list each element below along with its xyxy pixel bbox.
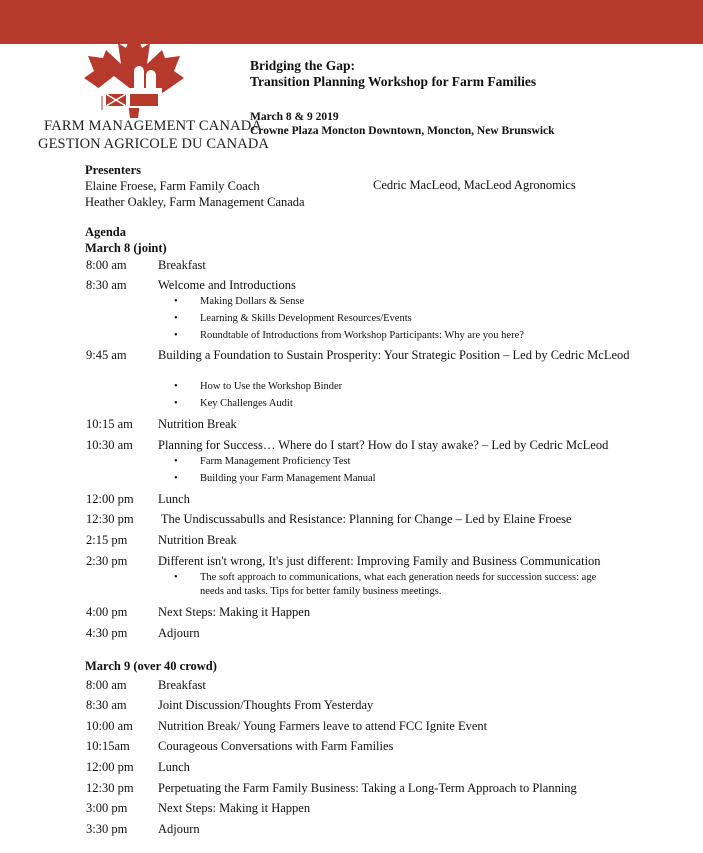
agenda-desc: Adjourn: [158, 626, 200, 640]
agenda-time: 8:00 am: [86, 678, 127, 692]
maple-leaf-barn-icon: [30, 26, 250, 118]
agenda-desc: Breakfast: [158, 678, 206, 692]
bullet-text: The soft approach to communications, what each generation needs for succession success: age needs and tasks. Tips for better family business meetings.: [200, 572, 597, 597]
agenda-desc: Lunch: [158, 492, 190, 506]
logo-text-en: FARM MANAGEMENT CANADA: [44, 118, 263, 134]
agenda-desc: Nutrition Break: [158, 417, 237, 431]
agenda-desc: Planning for Success… Where do I start? How do I stay awake? – Led by Cedric McLeod: [158, 438, 609, 452]
agenda-time: 9:45 am: [86, 348, 127, 362]
agenda-time: 10:15am: [86, 739, 130, 753]
agenda-time: 2:15 pm: [86, 533, 128, 547]
agenda-desc: Different isn't wrong, It's just different: Improving Family and Business Communication: [158, 554, 601, 568]
bullet-text: Roundtable of Introductions from Workshop Participants: Why are you here?: [200, 330, 524, 341]
agenda-desc: Welcome and Introductions: [158, 278, 296, 292]
agenda-time: 12:30 pm: [86, 512, 134, 526]
event-location: Crowne Plaza Moncton Downtown, Moncton, New Brunswick: [250, 125, 555, 137]
agenda-desc: Building a Foundation to Sustain Prosperity: Your Strategic Position – Led by Cedric McLeod: [158, 348, 630, 362]
presenter-1: Elaine Froese, Farm Family Coach: [85, 179, 260, 193]
agenda-desc: Next Steps: Making it Happen: [158, 801, 311, 815]
agenda-time: 3:00 pm: [86, 801, 128, 815]
agenda-desc: Perpetuating the Farm Family Business: Taking a Long-Term Approach to Planning: [158, 781, 577, 795]
agenda-desc: Courageous Conversations with Farm Families: [158, 739, 394, 753]
agenda-time: 4:30 pm: [86, 626, 128, 640]
farm-management-canada-logo: [30, 26, 269, 154]
agenda-time: 10:00 am: [86, 719, 133, 733]
agenda-desc: Breakfast: [158, 258, 206, 272]
agenda-heading-block: [85, 224, 167, 256]
presenters-section: [85, 162, 305, 210]
presenters-heading: Presenters: [85, 163, 141, 177]
agenda-desc: Adjourn: [158, 822, 200, 836]
agenda-time: 10:15 am: [86, 417, 133, 431]
agenda-time: 12:30 pm: [86, 781, 134, 795]
bullet-text: Learning & Skills Development Resources/Events: [200, 313, 412, 324]
title-line-1: Bridging the Gap:: [250, 58, 356, 73]
presenter-2: Heather Oakley, Farm Management Canada: [85, 195, 305, 209]
agenda-time: 12:00 pm: [86, 760, 134, 774]
agenda-desc: The Undiscussabulls and Resistance: Planning for Change – Led by Elaine Froese: [158, 512, 572, 526]
document-title: [250, 58, 536, 90]
bullet-text: How to Use the Workshop Binder: [200, 381, 343, 392]
logo-text-fr: GESTION AGRICOLE DU CANADA: [38, 136, 269, 152]
agenda-time: 12:00 pm: [86, 492, 134, 506]
agenda-time: 4:00 pm: [86, 605, 128, 619]
bullet-text: Building your Farm Management Manual: [200, 473, 376, 484]
day1-heading: March 8 (joint): [85, 241, 167, 255]
bullet-text: Key Challenges Audit: [200, 398, 293, 409]
agenda-desc: Nutrition Break/ Young Farmers leave to attend FCC Ignite Event: [158, 719, 488, 733]
agenda-time: 3:30 pm: [86, 822, 128, 836]
bullet-text: Farm Management Proficiency Test: [200, 456, 351, 467]
event-meta: [250, 110, 555, 138]
day2-heading: March 9 (over 40 crowd): [85, 659, 217, 673]
agenda-desc: Joint Discussion/Thoughts From Yesterday: [158, 698, 374, 712]
agenda-time: 8:30 am: [86, 278, 127, 292]
event-date: March 8 & 9 2019: [250, 111, 339, 123]
agenda-desc: Nutrition Break: [158, 533, 237, 547]
title-line-2: Transition Planning Workshop for Farm Families: [250, 74, 537, 89]
agenda-time: 8:30 am: [86, 698, 127, 712]
agenda-time: 2:30 pm: [86, 554, 128, 568]
agenda-time: 8:00 am: [86, 258, 127, 272]
bullet-text: Making Dollars & Sense: [200, 296, 305, 307]
agenda-desc: Lunch: [158, 760, 190, 774]
agenda-desc: Next Steps: Making it Happen: [158, 605, 311, 619]
presenter-3: Cedric MacLeod, MacLeod Agronomics: [373, 178, 576, 192]
agenda-heading: Agenda: [85, 225, 126, 239]
agenda-time: 10:30 am: [86, 438, 133, 452]
